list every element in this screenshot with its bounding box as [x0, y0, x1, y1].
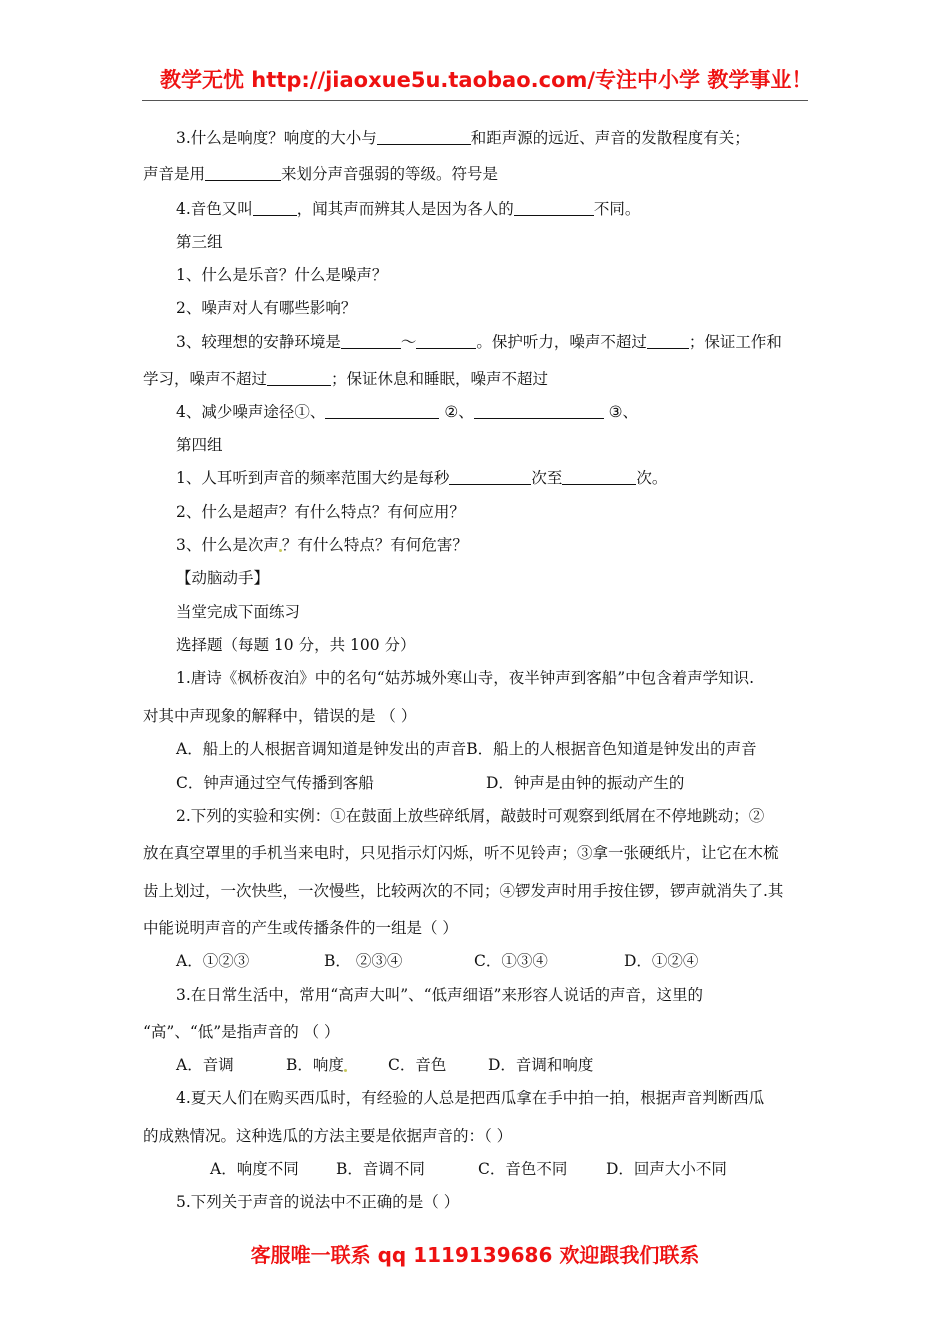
answer-blank[interactable]	[341, 334, 401, 349]
mc3-stem: 3.在日常生活中，常用“高声大叫”、“低声细语”来形容人说话的声音，这里的	[176, 986, 703, 1004]
group3-q2: 2、噪声对人有哪些影响？	[176, 299, 357, 317]
answer-blank[interactable]	[449, 470, 531, 485]
mc2-option-c[interactable]: C．①③④	[474, 952, 548, 970]
mc2-stem: 2.下列的实验和实例：①在鼓面上放些碎纸屑，敲鼓时可观察到纸屑在不停地跳动；②	[176, 807, 765, 825]
mc2-option-a[interactable]: A．①②③	[176, 952, 250, 970]
mc1-options-cd	[176, 773, 684, 793]
practice-intro: 当堂完成下面练习	[176, 603, 301, 621]
page-header	[142, 62, 813, 101]
group3-q3-cont: 学习，噪声不超过 ；保证休息和睡眠，噪声不超过	[143, 370, 549, 388]
mc2-stem-4: 中能说明声音的产生或传播条件的一组是（ ）	[143, 919, 458, 937]
question-loudness-cont: 声音是用 来划分声音强弱的等级。符号是	[143, 165, 499, 183]
group3-q1: 1、什么是乐音？什么是噪声？	[176, 266, 388, 284]
header-text: 教学无忧 http://jiaoxue5u.taobao.com/专注中小学 教学事业！	[160, 68, 813, 92]
mark-dot	[344, 1069, 347, 1072]
question-loudness: 3.什么是响度？响度的大小与 和距声源的远近、声音的发散程度有关；	[176, 129, 750, 147]
question-type: 选择题（每题 10 分，共 100 分）	[176, 636, 416, 654]
mc1-stem: 1.唐诗《枫桥夜泊》中的名句“姑苏城外寒山寺，夜半钟声到客船”中包含着声学知识.	[176, 669, 755, 687]
mc2-option-b[interactable]: B． ②③④	[324, 952, 403, 970]
answer-blank[interactable]	[416, 334, 476, 349]
answer-blank[interactable]	[562, 470, 636, 485]
mc2-stem-3: 齿上划过，一次快些，一次慢些，比较两次的不同；④锣发声时用手按住锣，锣声就消失了.其	[143, 882, 784, 900]
answer-blank[interactable]	[647, 334, 689, 349]
mc1-stem-cont: 对其中声现象的解释中，错误的是 （ ）	[143, 707, 417, 725]
mc4-option-c[interactable]: C．音色不同	[478, 1160, 568, 1178]
mc3-stem-cont: “高”、“低”是指声音的 （ ）	[143, 1023, 340, 1041]
mc4-stem: 4.夏天人们在购买西瓜时，有经验的人总是把西瓜拿在手中拍一拍，根据声音判断西瓜	[176, 1089, 765, 1107]
group3-q4: 4、减少噪声途径①、 ②、 ③、	[176, 403, 639, 421]
mc3-option-c[interactable]: C．音色	[388, 1056, 447, 1074]
answer-blank[interactable]	[377, 130, 471, 145]
group3-title: 第三组	[176, 233, 223, 251]
mc3-option-d[interactable]: D．音调和响度	[488, 1056, 594, 1074]
page-footer: 客服唯一联系 qq 1119139686 欢迎跟我们联系	[250, 1243, 700, 1267]
group4-title: 第四组	[176, 436, 223, 454]
mc2-options	[176, 951, 698, 971]
section-title: 【动脑动手】	[176, 569, 270, 587]
mc2-option-d[interactable]: D．①②④	[624, 952, 699, 970]
mc4-option-b[interactable]: B．音调不同	[336, 1160, 425, 1178]
mc3-option-a[interactable]: A．音调	[176, 1056, 234, 1074]
mc4-options	[210, 1159, 727, 1179]
answer-blank[interactable]	[325, 404, 439, 419]
mc3-options	[176, 1055, 593, 1075]
mc1-option-b[interactable]: B．船上的人根据音色知道是钟发出的声音	[466, 740, 757, 758]
question-timbre: 4.音色又叫 ，闻其声而辨其人是因为各人的 不同。	[176, 200, 641, 218]
group4-q2: 2、什么是超声？有什么特点？有何应用？	[176, 503, 465, 521]
mc1-option-c[interactable]: C．钟声通过空气传播到客船	[176, 774, 374, 792]
mc5-stem: 5.下列关于声音的说法中不正确的是（ ）	[176, 1193, 460, 1211]
mc1-option-a[interactable]: A．船上的人根据音调知道是钟发出的声音	[176, 740, 467, 758]
mc1-option-d[interactable]: D．钟声是由钟的振动产生的	[486, 774, 685, 792]
mc4-option-a[interactable]: A．响度不同	[210, 1160, 299, 1178]
mc4-option-d[interactable]: D．回声大小不同	[606, 1160, 727, 1178]
group4-q1: 1、人耳听到声音的频率范围大约是每秒 次至 次。	[176, 469, 668, 487]
answer-blank[interactable]	[514, 201, 594, 216]
group3-q3: 3、较理想的安静环境是 ～ 。保护听力，噪声不超过 ；保证工作和	[176, 333, 782, 351]
answer-blank[interactable]	[205, 166, 281, 181]
answer-blank[interactable]	[267, 371, 331, 386]
mc1-options-ab	[176, 739, 757, 759]
mc2-stem-2: 放在真空罩里的手机当来电时，只见指示灯闪烁，听不见铃声；③拿一张硬纸片，让它在木梳	[143, 844, 779, 862]
mc3-option-b[interactable]: B．响度	[286, 1055, 388, 1075]
mc4-stem-cont: 的成熟情况。这种选瓜的方法主要是依据声音的：（ ）	[143, 1127, 513, 1145]
answer-blank[interactable]	[474, 404, 604, 419]
answer-blank[interactable]	[253, 201, 297, 216]
group4-q3: 3、什么是次声 ？有什么特点？有何危害？	[176, 536, 468, 554]
